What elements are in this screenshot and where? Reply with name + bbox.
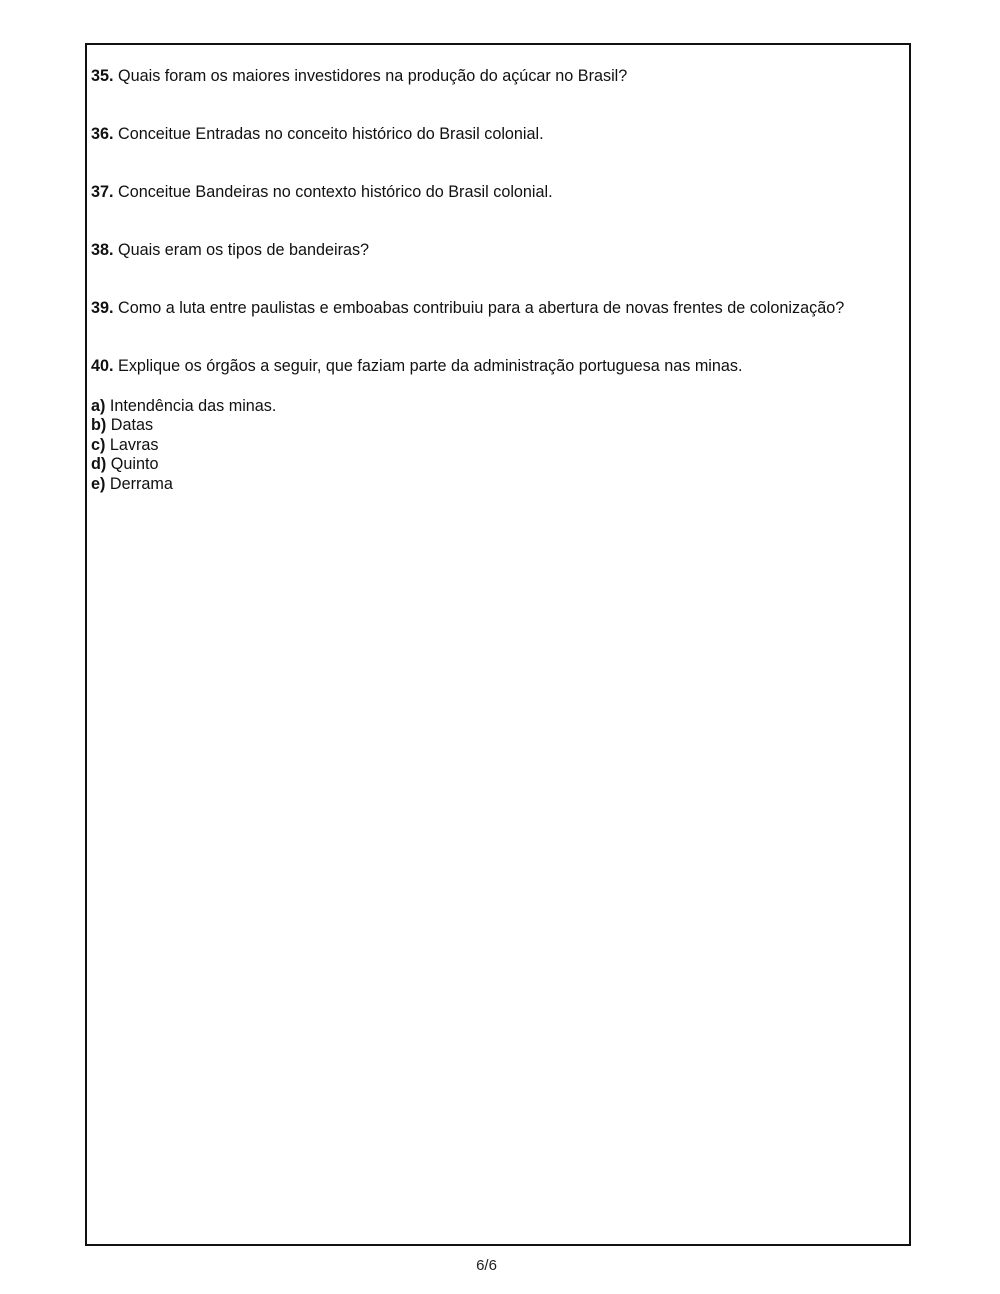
option-letter: c) xyxy=(91,435,106,454)
question-36 xyxy=(91,125,905,145)
question-text: Conceitue Entradas no conceito histórico do Brasil colonial. xyxy=(118,125,544,143)
option-letter: b) xyxy=(91,416,107,434)
question-35 xyxy=(91,67,905,87)
question-text: Quais foram os maiores investidores na produção do açúcar no Brasil? xyxy=(118,67,628,85)
question-number: 37. xyxy=(91,183,114,201)
option-d xyxy=(91,455,905,475)
question-text: Conceitue Bandeiras no contexto histórico do Brasil colonial. xyxy=(118,183,553,201)
option-letter: a) xyxy=(91,396,106,415)
option-a xyxy=(91,397,905,417)
page-number: 6/6 xyxy=(476,1257,497,1274)
question-37 xyxy=(91,183,905,203)
option-text: Datas xyxy=(110,416,154,434)
option-text: Intendência das minas. xyxy=(109,396,277,415)
question-38 xyxy=(91,241,905,261)
question-39 xyxy=(91,299,905,319)
question-number: 36. xyxy=(91,125,114,143)
option-text: Quinto xyxy=(110,455,159,473)
option-text: Lavras xyxy=(109,435,159,454)
question-number: 35. xyxy=(91,67,114,85)
option-letter: d) xyxy=(91,455,107,473)
question-40 xyxy=(91,357,905,377)
option-letter: e) xyxy=(91,474,106,493)
option-text: Derrama xyxy=(109,474,173,493)
option-e xyxy=(91,475,905,495)
option-b xyxy=(91,416,905,436)
question-number: 38. xyxy=(91,241,114,259)
question-text: Como a luta entre paulistas e emboabas contribuiu para a abertura de novas frentes de colonização? xyxy=(118,299,845,317)
page-frame xyxy=(85,43,911,1246)
question-list xyxy=(91,67,905,494)
option-c xyxy=(91,436,905,456)
question-text: Quais eram os tipos de bandeiras? xyxy=(118,241,370,259)
question-text: Explique os órgãos a seguir, que faziam parte da administração portuguesa nas minas. xyxy=(118,357,743,375)
question-number: 40. xyxy=(91,357,114,375)
option-list xyxy=(91,397,905,495)
question-number: 39. xyxy=(91,299,114,317)
